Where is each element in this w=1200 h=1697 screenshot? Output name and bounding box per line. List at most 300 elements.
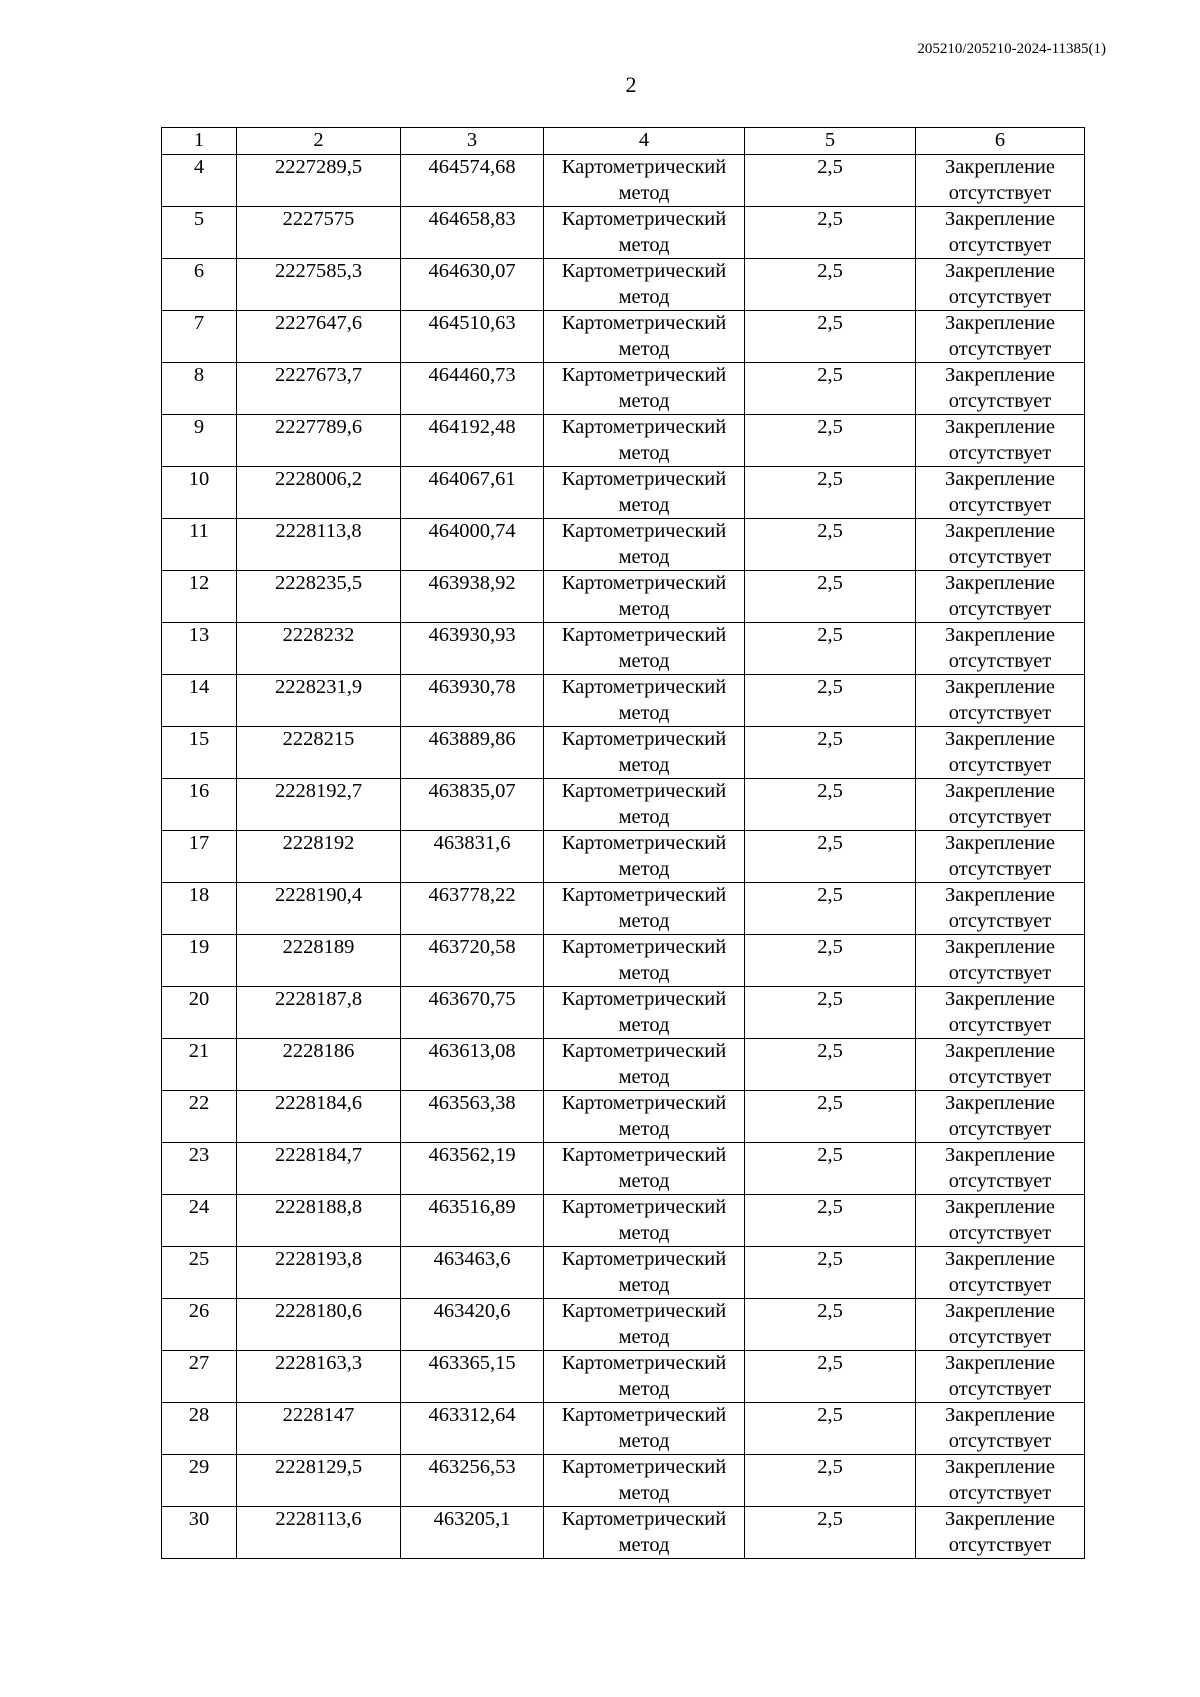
coordinate-y: 463256,53 bbox=[401, 1455, 544, 1507]
marking-description bbox=[916, 1247, 1085, 1299]
coordinate-y: 463670,75 bbox=[401, 987, 544, 1039]
marking-description-line: отсутствует bbox=[948, 1481, 1052, 1504]
determination-method-line: метод bbox=[618, 1377, 670, 1400]
determination-method bbox=[544, 363, 745, 415]
determination-method bbox=[544, 1507, 745, 1559]
determination-method-line: Картометрический bbox=[561, 520, 727, 542]
determination-method-line: метод bbox=[618, 1065, 670, 1088]
determination-method-line: метод bbox=[618, 805, 670, 828]
determination-method-line: Картометрический bbox=[561, 1456, 727, 1478]
coordinate-y: 464574,68 bbox=[401, 155, 544, 207]
accuracy-value: 2,5 bbox=[745, 831, 916, 883]
coordinate-x: 2228180,6 bbox=[237, 1299, 401, 1351]
marking-description-line: отсутствует bbox=[948, 1169, 1052, 1192]
accuracy-value: 2,5 bbox=[745, 467, 916, 519]
accuracy-value: 2,5 bbox=[745, 779, 916, 831]
marking-description-line: Закрепление bbox=[944, 1456, 1056, 1478]
table-row bbox=[162, 155, 1085, 207]
coordinate-y: 463938,92 bbox=[401, 571, 544, 623]
determination-method-line: метод bbox=[618, 1481, 670, 1504]
marking-description-line: отсутствует bbox=[948, 701, 1052, 724]
point-number: 28 bbox=[162, 1403, 237, 1455]
marking-description bbox=[916, 935, 1085, 987]
page-number: 2 bbox=[625, 72, 637, 97]
accuracy-value: 2,5 bbox=[745, 727, 916, 779]
marking-description bbox=[916, 311, 1085, 363]
coordinate-y: 463930,78 bbox=[401, 675, 544, 727]
table-row bbox=[162, 363, 1085, 415]
coordinate-x: 2228163,3 bbox=[237, 1351, 401, 1403]
coordinate-y: 464192,48 bbox=[401, 415, 544, 467]
accuracy-value: 2,5 bbox=[745, 311, 916, 363]
determination-method-line: метод bbox=[618, 753, 670, 776]
determination-method bbox=[544, 1091, 745, 1143]
accuracy-value: 2,5 bbox=[745, 519, 916, 571]
column-number-4: 4 bbox=[544, 128, 745, 155]
determination-method-line: Картометрический bbox=[561, 416, 727, 438]
accuracy-value: 2,5 bbox=[745, 571, 916, 623]
marking-description bbox=[916, 259, 1085, 311]
determination-method-line: Картометрический bbox=[561, 624, 727, 646]
coordinate-y: 463463,6 bbox=[401, 1247, 544, 1299]
marking-description bbox=[916, 1299, 1085, 1351]
accuracy-value: 2,5 bbox=[745, 415, 916, 467]
determination-method bbox=[544, 155, 745, 207]
marking-description bbox=[916, 467, 1085, 519]
marking-description-line: Закрепление bbox=[944, 1040, 1056, 1062]
coordinate-x: 2228113,6 bbox=[237, 1507, 401, 1559]
determination-method-line: Картометрический bbox=[561, 312, 727, 334]
table-row bbox=[162, 415, 1085, 467]
coordinate-y: 463562,19 bbox=[401, 1143, 544, 1195]
marking-description bbox=[916, 519, 1085, 571]
marking-description bbox=[916, 883, 1085, 935]
coordinate-y: 463831,6 bbox=[401, 831, 544, 883]
determination-method-line: метод bbox=[618, 909, 670, 932]
coordinate-x: 2228006,2 bbox=[237, 467, 401, 519]
coordinate-y: 463930,93 bbox=[401, 623, 544, 675]
marking-description-line: отсутствует bbox=[948, 389, 1052, 412]
determination-method bbox=[544, 831, 745, 883]
coordinate-x: 2228231,9 bbox=[237, 675, 401, 727]
marking-description bbox=[916, 1507, 1085, 1559]
determination-method-line: Картометрический bbox=[561, 780, 727, 802]
marking-description-line: Закрепление bbox=[944, 1352, 1056, 1374]
determination-method-line: Картометрический bbox=[561, 832, 727, 854]
determination-method-line: Картометрический bbox=[561, 936, 727, 958]
marking-description-line: отсутствует bbox=[948, 753, 1052, 776]
column-number-2: 2 bbox=[237, 128, 401, 155]
accuracy-value: 2,5 bbox=[745, 1455, 916, 1507]
marking-description-line: отсутствует bbox=[948, 1221, 1052, 1244]
point-number: 13 bbox=[162, 623, 237, 675]
coordinate-x: 2228184,6 bbox=[237, 1091, 401, 1143]
coordinate-x: 2228186 bbox=[237, 1039, 401, 1091]
determination-method bbox=[544, 207, 745, 259]
coordinate-x: 2227585,3 bbox=[237, 259, 401, 311]
marking-description bbox=[916, 779, 1085, 831]
table-row bbox=[162, 1455, 1085, 1507]
determination-method-line: Картометрический bbox=[561, 156, 727, 178]
coordinate-y: 463563,38 bbox=[401, 1091, 544, 1143]
coordinate-y: 464460,73 bbox=[401, 363, 544, 415]
marking-description-line: отсутствует bbox=[948, 181, 1052, 204]
coordinate-y: 464658,83 bbox=[401, 207, 544, 259]
marking-description bbox=[916, 1351, 1085, 1403]
coordinate-y: 463365,15 bbox=[401, 1351, 544, 1403]
coordinate-y: 464510,63 bbox=[401, 311, 544, 363]
accuracy-value: 2,5 bbox=[745, 675, 916, 727]
determination-method-line: метод bbox=[618, 1117, 670, 1140]
coordinate-x: 2228147 bbox=[237, 1403, 401, 1455]
determination-method-line: метод bbox=[618, 597, 670, 620]
marking-description-line: отсутствует bbox=[948, 1273, 1052, 1296]
marking-description-line: Закрепление bbox=[944, 936, 1056, 958]
marking-description bbox=[916, 623, 1085, 675]
determination-method bbox=[544, 519, 745, 571]
accuracy-value: 2,5 bbox=[745, 1143, 916, 1195]
point-number: 30 bbox=[162, 1507, 237, 1559]
accuracy-value: 2,5 bbox=[745, 259, 916, 311]
marking-description bbox=[916, 571, 1085, 623]
table-row bbox=[162, 831, 1085, 883]
coordinate-y: 464000,74 bbox=[401, 519, 544, 571]
accuracy-value: 2,5 bbox=[745, 207, 916, 259]
marking-description-line: Закрепление bbox=[944, 208, 1056, 230]
marking-description-line: отсутствует bbox=[948, 1377, 1052, 1400]
determination-method-line: Картометрический bbox=[561, 1508, 727, 1530]
determination-method-line: Картометрический bbox=[561, 1092, 727, 1114]
determination-method bbox=[544, 987, 745, 1039]
coordinate-y: 463835,07 bbox=[401, 779, 544, 831]
point-number: 5 bbox=[162, 207, 237, 259]
marking-description bbox=[916, 415, 1085, 467]
determination-method-line: Картометрический bbox=[561, 1300, 727, 1322]
coordinate-x: 2228189 bbox=[237, 935, 401, 987]
marking-description-line: Закрепление bbox=[944, 312, 1056, 334]
determination-method-line: метод bbox=[618, 857, 670, 880]
marking-description-line: Закрепление bbox=[944, 1404, 1056, 1426]
coordinate-y: 463420,6 bbox=[401, 1299, 544, 1351]
coordinate-y: 464630,07 bbox=[401, 259, 544, 311]
point-number: 25 bbox=[162, 1247, 237, 1299]
coordinate-x: 2227673,7 bbox=[237, 363, 401, 415]
accuracy-value: 2,5 bbox=[745, 1247, 916, 1299]
marking-description-line: отсутствует bbox=[948, 1325, 1052, 1348]
determination-method-line: Картометрический bbox=[561, 1040, 727, 1062]
coordinate-y: 463613,08 bbox=[401, 1039, 544, 1091]
marking-description-line: Закрепление bbox=[944, 1144, 1056, 1166]
point-number: 18 bbox=[162, 883, 237, 935]
point-number: 10 bbox=[162, 467, 237, 519]
accuracy-value: 2,5 bbox=[745, 1403, 916, 1455]
marking-description-line: Закрепление bbox=[944, 1092, 1056, 1114]
point-number: 17 bbox=[162, 831, 237, 883]
coordinate-y: 464067,61 bbox=[401, 467, 544, 519]
accuracy-value: 2,5 bbox=[745, 883, 916, 935]
determination-method-line: Картометрический bbox=[561, 728, 727, 750]
table-row bbox=[162, 623, 1085, 675]
determination-method-line: Картометрический bbox=[561, 1352, 727, 1374]
coordinate-y: 463720,58 bbox=[401, 935, 544, 987]
table-row bbox=[162, 987, 1085, 1039]
marking-description-line: отсутствует bbox=[948, 1117, 1052, 1140]
determination-method bbox=[544, 623, 745, 675]
marking-description-line: Закрепление bbox=[944, 1196, 1056, 1218]
determination-method-line: Картометрический bbox=[561, 468, 727, 490]
table-row bbox=[162, 519, 1085, 571]
point-number: 15 bbox=[162, 727, 237, 779]
determination-method-line: метод bbox=[618, 441, 670, 464]
marking-description bbox=[916, 675, 1085, 727]
determination-method bbox=[544, 415, 745, 467]
determination-method-line: метод bbox=[618, 1169, 670, 1192]
marking-description-line: Закрепление bbox=[944, 1508, 1056, 1530]
marking-description bbox=[916, 363, 1085, 415]
marking-description bbox=[916, 1195, 1085, 1247]
marking-description-line: Закрепление bbox=[944, 468, 1056, 490]
point-number: 27 bbox=[162, 1351, 237, 1403]
accuracy-value: 2,5 bbox=[745, 155, 916, 207]
point-number: 6 bbox=[162, 259, 237, 311]
accuracy-value: 2,5 bbox=[745, 1091, 916, 1143]
marking-description-line: отсутствует bbox=[948, 961, 1052, 984]
determination-method-line: Картометрический bbox=[561, 1196, 727, 1218]
marking-description-line: отсутствует bbox=[948, 1013, 1052, 1036]
coordinate-x: 2228192,7 bbox=[237, 779, 401, 831]
marking-description-line: Закрепление bbox=[944, 572, 1056, 594]
table-row bbox=[162, 1091, 1085, 1143]
table-row bbox=[162, 311, 1085, 363]
accuracy-value: 2,5 bbox=[745, 935, 916, 987]
determination-method bbox=[544, 1039, 745, 1091]
marking-description-line: отсутствует bbox=[948, 441, 1052, 464]
marking-description bbox=[916, 207, 1085, 259]
coordinate-x: 2228184,7 bbox=[237, 1143, 401, 1195]
marking-description-line: Закрепление bbox=[944, 520, 1056, 542]
marking-description bbox=[916, 1039, 1085, 1091]
determination-method-line: метод bbox=[618, 1325, 670, 1348]
coordinate-x: 2228190,4 bbox=[237, 883, 401, 935]
marking-description-line: Закрепление bbox=[944, 260, 1056, 282]
point-number: 21 bbox=[162, 1039, 237, 1091]
determination-method-line: Картометрический bbox=[561, 1248, 727, 1270]
table-row bbox=[162, 207, 1085, 259]
marking-description bbox=[916, 1403, 1085, 1455]
coordinate-x: 2228232 bbox=[237, 623, 401, 675]
table-row bbox=[162, 1143, 1085, 1195]
marking-description-line: Закрепление bbox=[944, 1300, 1056, 1322]
determination-method-line: метод bbox=[618, 649, 670, 672]
marking-description-line: Закрепление bbox=[944, 156, 1056, 178]
marking-description-line: Закрепление bbox=[944, 624, 1056, 646]
table-row bbox=[162, 727, 1085, 779]
marking-description bbox=[916, 727, 1085, 779]
determination-method bbox=[544, 571, 745, 623]
table-row bbox=[162, 779, 1085, 831]
determination-method-line: метод bbox=[618, 1013, 670, 1036]
coordinates-table bbox=[161, 127, 1085, 1559]
column-number-6: 6 bbox=[916, 128, 1085, 155]
accuracy-value: 2,5 bbox=[745, 363, 916, 415]
accuracy-value: 2,5 bbox=[745, 1351, 916, 1403]
table-row bbox=[162, 571, 1085, 623]
determination-method-line: метод bbox=[618, 701, 670, 724]
table-row bbox=[162, 467, 1085, 519]
table-row bbox=[162, 1351, 1085, 1403]
marking-description-line: отсутствует bbox=[948, 233, 1052, 256]
point-number: 20 bbox=[162, 987, 237, 1039]
accuracy-value: 2,5 bbox=[745, 1507, 916, 1559]
marking-description-line: Закрепление bbox=[944, 884, 1056, 906]
point-number: 23 bbox=[162, 1143, 237, 1195]
point-number: 8 bbox=[162, 363, 237, 415]
marking-description-line: отсутствует bbox=[948, 285, 1052, 308]
determination-method-line: Картометрический bbox=[561, 572, 727, 594]
determination-method-line: Картометрический bbox=[561, 364, 727, 386]
marking-description-line: Закрепление bbox=[944, 832, 1056, 854]
determination-method-line: метод bbox=[618, 1221, 670, 1244]
document-id: 205210/205210-2024-11385(1) bbox=[917, 41, 1106, 57]
point-number: 12 bbox=[162, 571, 237, 623]
coordinates-table-body bbox=[162, 128, 1085, 1559]
point-number: 14 bbox=[162, 675, 237, 727]
marking-description-line: отсутствует bbox=[948, 337, 1052, 360]
determination-method-line: метод bbox=[618, 337, 670, 360]
coordinate-y: 463205,1 bbox=[401, 1507, 544, 1559]
determination-method bbox=[544, 883, 745, 935]
table-row bbox=[162, 1507, 1085, 1559]
marking-description-line: Закрепление bbox=[944, 416, 1056, 438]
point-number: 4 bbox=[162, 155, 237, 207]
accuracy-value: 2,5 bbox=[745, 623, 916, 675]
determination-method-line: Картометрический bbox=[561, 208, 727, 230]
determination-method bbox=[544, 1403, 745, 1455]
table-row bbox=[162, 1299, 1085, 1351]
table-row bbox=[162, 1247, 1085, 1299]
coordinate-x: 2228215 bbox=[237, 727, 401, 779]
point-number: 29 bbox=[162, 1455, 237, 1507]
marking-description-line: отсутствует bbox=[948, 597, 1052, 620]
coordinate-y: 463889,86 bbox=[401, 727, 544, 779]
column-number-5: 5 bbox=[745, 128, 916, 155]
marking-description-line: отсутствует bbox=[948, 493, 1052, 516]
determination-method bbox=[544, 1299, 745, 1351]
marking-description bbox=[916, 1143, 1085, 1195]
determination-method-line: метод bbox=[618, 181, 670, 204]
marking-description-line: отсутствует bbox=[948, 1533, 1052, 1556]
table-row bbox=[162, 1039, 1085, 1091]
coordinate-x: 2228129,5 bbox=[237, 1455, 401, 1507]
determination-method bbox=[544, 467, 745, 519]
determination-method-line: метод bbox=[618, 389, 670, 412]
accuracy-value: 2,5 bbox=[745, 1039, 916, 1091]
determination-method bbox=[544, 311, 745, 363]
coordinate-x: 2228188,8 bbox=[237, 1195, 401, 1247]
marking-description-line: отсутствует bbox=[948, 1429, 1052, 1452]
marking-description bbox=[916, 1455, 1085, 1507]
determination-method-line: Картометрический bbox=[561, 1144, 727, 1166]
marking-description bbox=[916, 831, 1085, 883]
determination-method bbox=[544, 935, 745, 987]
determination-method bbox=[544, 675, 745, 727]
determination-method-line: Картометрический bbox=[561, 676, 727, 698]
point-number: 16 bbox=[162, 779, 237, 831]
determination-method bbox=[544, 1351, 745, 1403]
determination-method-line: метод bbox=[618, 285, 670, 308]
marking-description-line: отсутствует bbox=[948, 857, 1052, 880]
accuracy-value: 2,5 bbox=[745, 1299, 916, 1351]
marking-description-line: Закрепление bbox=[944, 676, 1056, 698]
coordinate-y: 463312,64 bbox=[401, 1403, 544, 1455]
point-number: 7 bbox=[162, 311, 237, 363]
determination-method-line: метод bbox=[618, 1533, 670, 1556]
marking-description-line: отсутствует bbox=[948, 545, 1052, 568]
coordinate-x: 2228113,8 bbox=[237, 519, 401, 571]
table-row bbox=[162, 883, 1085, 935]
coordinate-y: 463778,22 bbox=[401, 883, 544, 935]
determination-method bbox=[544, 1247, 745, 1299]
determination-method bbox=[544, 1195, 745, 1247]
determination-method-line: метод bbox=[618, 233, 670, 256]
determination-method bbox=[544, 779, 745, 831]
coordinate-x: 2227575 bbox=[237, 207, 401, 259]
table-row bbox=[162, 675, 1085, 727]
coordinate-x: 2228187,8 bbox=[237, 987, 401, 1039]
determination-method-line: метод bbox=[618, 545, 670, 568]
determination-method bbox=[544, 1455, 745, 1507]
determination-method bbox=[544, 1143, 745, 1195]
coordinate-x: 2228192 bbox=[237, 831, 401, 883]
determination-method-line: Картометрический bbox=[561, 260, 727, 282]
point-number: 22 bbox=[162, 1091, 237, 1143]
point-number: 19 bbox=[162, 935, 237, 987]
table-row bbox=[162, 259, 1085, 311]
point-number: 11 bbox=[162, 519, 237, 571]
accuracy-value: 2,5 bbox=[745, 1195, 916, 1247]
table-row bbox=[162, 1403, 1085, 1455]
coordinate-x: 2228235,5 bbox=[237, 571, 401, 623]
marking-description-line: отсутствует bbox=[948, 909, 1052, 932]
marking-description bbox=[916, 987, 1085, 1039]
marking-description bbox=[916, 155, 1085, 207]
point-number: 9 bbox=[162, 415, 237, 467]
marking-description-line: Закрепление bbox=[944, 988, 1056, 1010]
marking-description-line: Закрепление bbox=[944, 728, 1056, 750]
marking-description-line: Закрепление bbox=[944, 780, 1056, 802]
column-number-row bbox=[162, 128, 1085, 155]
determination-method-line: Картометрический bbox=[561, 884, 727, 906]
determination-method-line: метод bbox=[618, 493, 670, 516]
coordinate-y: 463516,89 bbox=[401, 1195, 544, 1247]
marking-description bbox=[916, 1091, 1085, 1143]
marking-description-line: отсутствует bbox=[948, 805, 1052, 828]
table-row bbox=[162, 1195, 1085, 1247]
point-number: 24 bbox=[162, 1195, 237, 1247]
determination-method bbox=[544, 259, 745, 311]
determination-method-line: Картометрический bbox=[561, 988, 727, 1010]
column-number-3: 3 bbox=[401, 128, 544, 155]
determination-method-line: метод bbox=[618, 1429, 670, 1452]
point-number: 26 bbox=[162, 1299, 237, 1351]
determination-method-line: метод bbox=[618, 1273, 670, 1296]
marking-description-line: отсутствует bbox=[948, 1065, 1052, 1088]
determination-method bbox=[544, 727, 745, 779]
marking-description-line: отсутствует bbox=[948, 649, 1052, 672]
coordinate-x: 2227789,6 bbox=[237, 415, 401, 467]
coordinate-x: 2228193,8 bbox=[237, 1247, 401, 1299]
column-number-1: 1 bbox=[162, 128, 237, 155]
